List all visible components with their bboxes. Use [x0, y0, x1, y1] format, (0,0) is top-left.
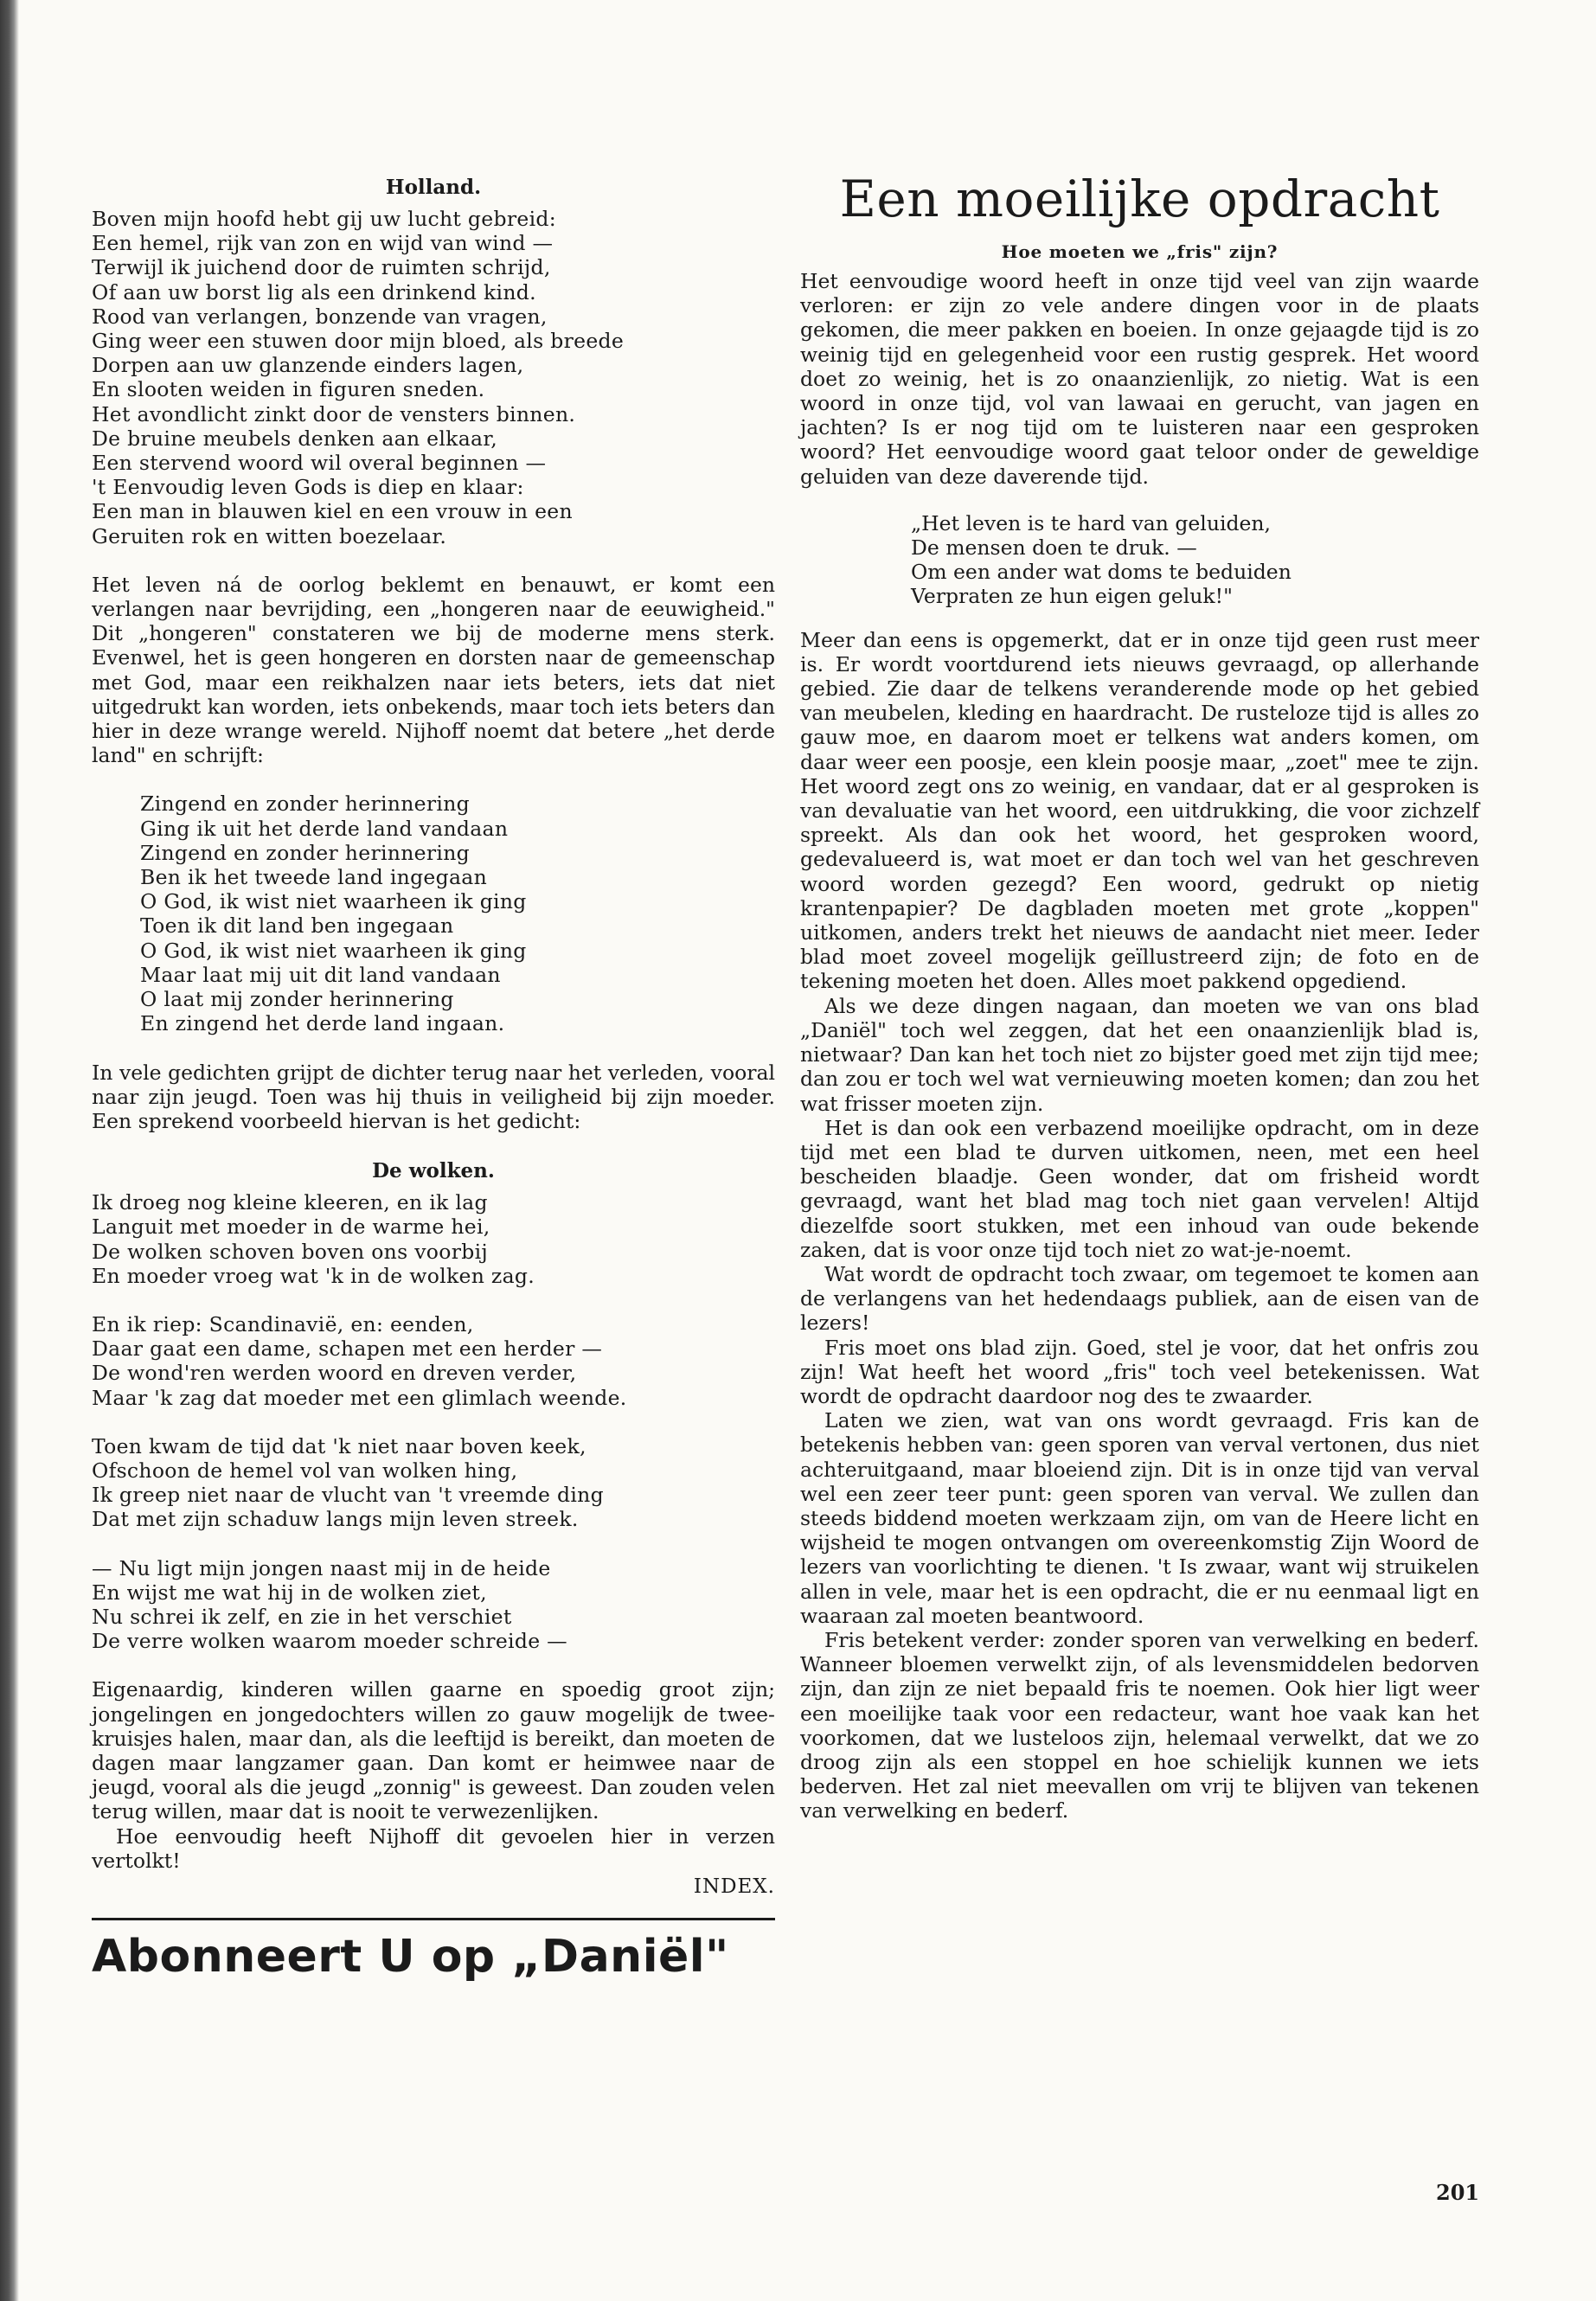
poem-line: Een stervend woord wil overal beginnen — — [92, 451, 547, 476]
poem-stanza — [92, 1434, 775, 1532]
right-column — [800, 169, 1479, 1823]
poem-line: Een hemel, rijk van zon en wijd van wind — — [92, 231, 554, 256]
poem-line: Maar laat mij uit dit land vandaan — [140, 962, 501, 987]
poem-line: Of aan uw borst lig als een drinkend kind. — [92, 279, 536, 304]
poem-line: En slooten weiden in figuren sneden. — [92, 377, 485, 402]
quote-line: De mensen doen te druk. — — [911, 535, 1197, 561]
body-paragraph: Als we deze dingen nagaan, dan moeten we van ons blad „Daniël" toch wel zeggen, dat het een onaanzienlijk blad is, nietwaar? Dan kan het toch niet zo bijster goed met zijn tijd mee; dan zou er toch wel wat vernieuwing moeten komen; dan zou het wat frisser moeten zijn. — [800, 993, 1479, 1116]
body-paragraph: Fris betekent verder: zonder sporen van verwelking en bederf. Wanneer bloemen verwelkt zijn, of als levensmiddelen bedorven zijn, dan zijn ze niet bepaald fris te noemen. Ook hier ligt weer een moeilijke taak voor een redacteur, want hoe vaak kan het voorkomen, dat we lusteloos zijn, helemaal verwelkt, dat we zo droog zijn als een stoppel en hoe schielijk kunnen we iets bederven. Het zal niet meevallen om vrij te blijven van tekenen van verwelking en bederf. — [800, 1627, 1479, 1823]
poem-line: Een man in blauwen kiel en een vrouw in een — [92, 499, 573, 524]
poem-line: Ofschoon de hemel vol van wolken hing, — [92, 1458, 518, 1483]
body-paragraph: Hoe eenvoudig heeft Nijhoff dit gevoelen hier in verzen vertolkt! — [92, 1823, 775, 1873]
subscribe-advert: Abonneert U op „Daniël" — [92, 1930, 729, 1983]
poem-line: Ging ik uit het derde land vandaan — [140, 816, 509, 841]
poem-line: De wolken schoven boven ons voorbij — [92, 1239, 488, 1264]
poem-line: En ik riep: Scandinavië, en: eenden, — [92, 1311, 474, 1336]
poem-line: O God, ik wist niet waarheen ik ging — [140, 889, 527, 914]
poem-line: En wijst me wat hij in de wolken ziet, — [92, 1580, 487, 1605]
poem-stanza — [92, 1312, 775, 1410]
body-paragraph: Het leven ná de oorlog beklemt en benauwt, er komt een verlangen naar bevrijding, een „hongeren naar de eeuwigheid." Dit „hongeren" constateren we bij de moderne mens sterk. Evenwel, het is geen hongeren en dorsten naar de gemeenschap met God, maar een reikhalzen naar iets beters, iets dat niet uitgedrukt kan worden, iets onbekends, maar toch iets beters dan hier in deze wrange wereld. Nijhoff noemt dat betere „het derde land" en schrijft: — [92, 572, 775, 768]
author-signature: INDEX. — [693, 1875, 775, 1898]
poem-stanza — [92, 1556, 775, 1654]
body-paragraph: In vele gedichten grijpt de dichter terug naar het verleden, vooral naar zijn jeugd. Toen was hij thuis in veiligheid bij zijn moeder. Een sprekend voorbeeld hiervan is het gedicht: — [92, 1060, 775, 1133]
poem-line: Ik greep niet naar de vlucht van 't vreemde ding — [92, 1483, 604, 1508]
body-paragraph: Laten we zien, wat van ons wordt gevraagd. Fris kan de betekenis hebben van: geen sporen van verval vertonen, dus niet achteruitgaand, maar bloeiend zijn. Dit is in onze tijd van verval wel een zeer teer punt: geen sporen van verval. We zullen dan steeds biddend moeten werkzaam zijn, om van de Heere licht en wijsheid te mogen ontvangen om overeenkomstig Zijn Woord de lezers van voorlichting te dienen. 't Is zwaar, want wij struikelen allen in vele, maar het is een opdracht, die er nu eenmaal ligt en waaraan zal moeten beantwoord. — [800, 1408, 1479, 1628]
page-binding-edge — [0, 0, 19, 2301]
poem-line: Maar 'k zag dat moeder met een glimlach weende. — [92, 1385, 627, 1410]
body-paragraph: Het is dan ook een verbazend moeilijke opdracht, om in deze tijd met een blad te durven uitkomen, neen, met een heel bescheiden blaadje. Geen wonder, dat om frisheid wordt gevraagd, want het blad mag toch niet gaan vervelen! Altijd diezelfde soort stukken, met een inhoud van oude bekende zaken, dat is voor onze tijd toch niet zo wat-je-noemt. — [800, 1115, 1479, 1262]
poem-line: De bruine meubels denken aan elkaar, — [92, 426, 498, 451]
poem-line: Zingend en zonder herinnering — [140, 840, 471, 865]
poem-line: Geruiten rok en witten boezelaar. — [92, 523, 447, 548]
body-paragraph: Wat wordt de opdracht toch zwaar, om tegemoet te komen aan de verlangens van het hedendaags publiek, aan de eisen van de lezers! — [800, 1261, 1479, 1336]
quote-line: Verpraten ze hun eigen geluk!" — [911, 584, 1233, 609]
poem-line: Dorpen aan uw glanzende einders lagen, — [92, 353, 524, 378]
article-subheading: Hoe moeten we „fris" zijn? — [1001, 241, 1279, 262]
poem-line: Toen kwam de tijd dat 'k niet naar boven keek, — [92, 1433, 586, 1458]
poem-line: De wond'ren werden woord en dreven verder, — [92, 1361, 577, 1386]
poem-line: Languit met moeder in de warme hei, — [92, 1215, 490, 1240]
poem-line: De verre wolken waarom moeder schreide — — [92, 1629, 567, 1654]
poem-line: O God, ik wist niet waarheen ik ging — [140, 938, 527, 963]
poem-line: Nu schrei ik zelf, en zie in het verschiet — [92, 1604, 512, 1629]
poem-line: Daar gaat een dame, schapen met een herder — — [92, 1336, 603, 1362]
poem-line: Ik droeg nog kleine kleeren, en ik lag — [92, 1190, 488, 1215]
poem-holland — [92, 207, 775, 548]
body-paragraph: Het eenvoudige woord heeft in onze tijd veel van zijn waarde verloren: er zijn zo vele andere dingen voor in de plaats gekomen, die meer pakken en boeien. In onze gejaagde tijd is zo weinig tijd en gelegenheid voor een rustig gesprek. Het woord doet zo weinig, het is zo onaanzienlijk, zo nietig. Wat is een woord in onze tijd, vol van lawaai en gerucht, van jagen en jachten? Is er nog tijd om te luisteren naar een gesproken woord? Het eenvoudige woord gaat teloor onder de geweldige geluiden van deze daverende tijd. — [800, 269, 1479, 489]
poem-line: Toen ik dit land ben ingegaan — [140, 913, 454, 939]
poem-line: — Nu ligt mijn jongen naast mij in de heide — [92, 1555, 551, 1580]
article-body — [800, 628, 1479, 1823]
page-number: 201 — [1436, 2180, 1480, 2205]
poem-stanza — [92, 1190, 775, 1288]
article-headline: Een moeilijke opdracht — [839, 170, 1440, 228]
poem-derde-land — [92, 792, 775, 1035]
poem-title-wolken: De wolken. — [372, 1159, 495, 1183]
poem-line: Boven mijn hoofd hebt gij uw lucht gebreid: — [92, 207, 556, 231]
poem-line: O laat mij zonder herinnering — [140, 987, 454, 1012]
poem-title-holland: Holland. — [385, 176, 482, 199]
poem-line: Dat met zijn schaduw langs mijn leven streek. — [92, 1507, 579, 1532]
poem-line: Ben ik het tweede land ingegaan — [140, 865, 488, 890]
poem-line: En moeder vroeg wat 'k in de wolken zag. — [92, 1263, 535, 1288]
body-paragraph: Fris moet ons blad zijn. Goed, stel je voor, dat het onfris zou zijn! Wat heeft het woord „fris" toch veel betekenissen. Wat wordt de opdracht daardoor nog des te zwaarder. — [800, 1335, 1479, 1408]
poem-line: En zingend het derde land ingaan. — [140, 1011, 505, 1036]
quote-line: „Het leven is te hard van geluiden, — [911, 510, 1272, 535]
poem-line: 't Eenvoudig leven Gods is diep en klaar: — [92, 475, 524, 500]
poem-line: Zingend en zonder herinnering — [140, 792, 471, 817]
poem-line: Ging weer een stuwen door mijn bloed, als breede — [92, 329, 625, 354]
divider-rule — [92, 1918, 775, 1920]
body-paragraph: Eigenaardig, kinderen willen gaarne en spoedig groot zijn; jongelingen en jongedochters willen zo gauw mogelijk de twee-kruisjes halen, maar dan, als die leeftijd is bereikt, dan moeten de dagen maar langzamer gaan. Dan komt er heimwee naar de jeugd, vooral als die jeugd „zonnig" is geweest. Dan zouden velen terug willen, maar dat is nooit te verwezenlijken. — [92, 1677, 775, 1824]
poem-line: Terwijl ik juichend door de ruimten schrijd, — [92, 255, 551, 280]
left-column — [92, 169, 775, 1984]
poem-wolken — [92, 1190, 775, 1653]
poem-line: Het avondlicht zinkt door de vensters binnen. — [92, 401, 576, 426]
poem-line: Rood van verlangen, bonzende van vragen, — [92, 304, 548, 329]
quote-line: Om een ander wat doms te beduiden — [911, 560, 1292, 585]
body-paragraph: Meer dan eens is opgemerkt, dat er in onze tijd geen rust meer is. Er wordt voortdurend iets nieuws gevraagd, op allerhande gebied. Zie daar de telkens veranderende mode op het gebied van meubelen, kleding en haardracht. De rusteloze tijd is alles zo gauw moe, en daarom moet er telkens wat anders komen, om daar weer een poosje, een klein poosje maar, „zoet" mee te zijn. Het woord zegt ons zo weinig, en vandaar, dat er al gesproken is van devaluatie van het woord, een uitdrukking, die voor zichzelf spreekt. Als dan ook het woord, het gesproken woord, gedevalueerd is, wat moet er dan toch wel van het geschreven woord worden gezegd? Een woord, gedrukt op nietig krantenpapier? De dagbladen moeten met grote „koppen" uitkomen, anders trekt het nieuws de aandacht niet meer. Ieder blad moet zoveel mogelijk geïllustreerd zijn; de foto en de tekening moeten het doen. Alles moet pakkend opgediend. — [800, 627, 1479, 994]
quoted-verse — [800, 511, 1479, 609]
